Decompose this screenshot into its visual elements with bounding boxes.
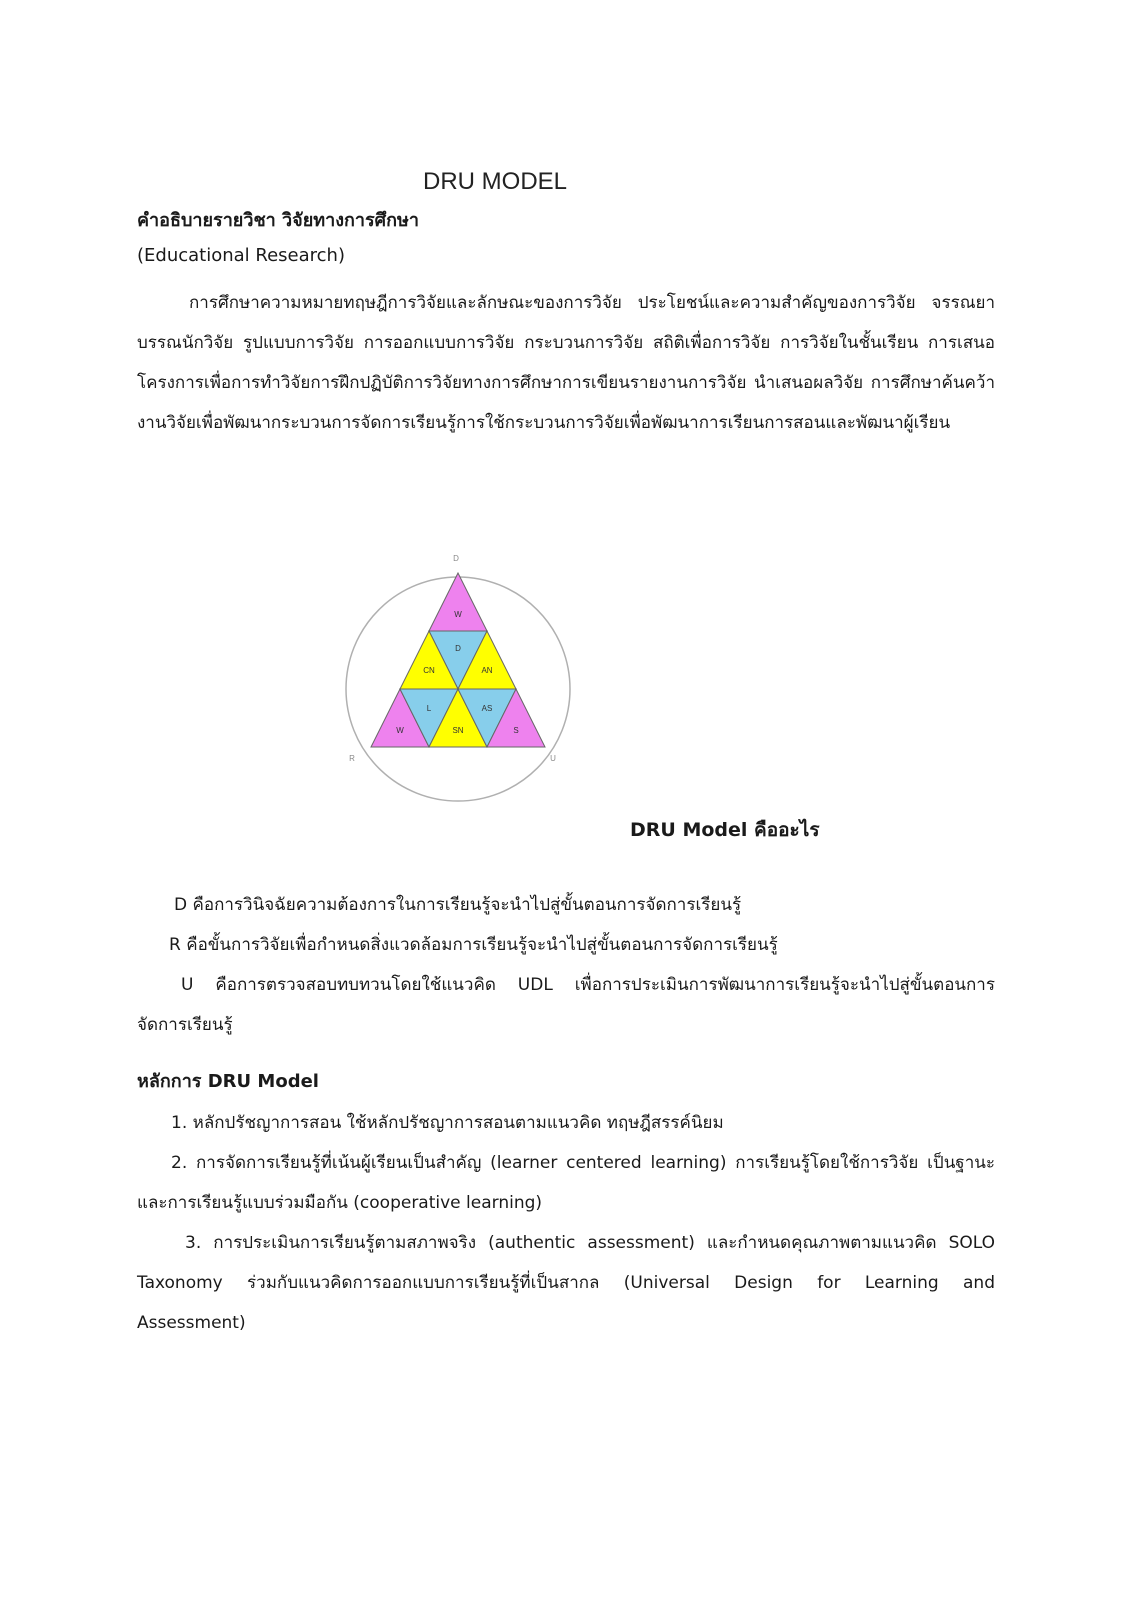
document-title: DRU MODEL [423, 168, 568, 195]
cell-bottom-left-label: W [396, 726, 404, 735]
dru-model-diagram [340, 555, 580, 805]
cell-center-top-label: D [455, 644, 461, 653]
cell-inner-left-label: L [426, 704, 432, 713]
cell-bottom-center-label: SN [452, 726, 464, 735]
principle-item-1: 1. หลักปรัชญาการสอน ใช้หลักปรัชญาการสอนตามแนวคิด ทฤษฎีสรรค์นิยม [171, 1113, 724, 1133]
corner-label-r: R [349, 754, 355, 763]
corner-label-d: D [453, 555, 459, 563]
definition-d: D คือการวินิจฉัยความต้องการในการเรียนรู้จะนำไปสู่ขั้นตอนการจัดการเรียนรู้ [174, 895, 742, 915]
principle-item-3: 3. การประเมินการเรียนรู้ตามสภาพจริง (authentic assessment) และกำหนดคุณภาพตามแนวคิด SOLO Taxonomy ร่วมกับแนวคิดการออกแบบการเรียนรู้ที่เป็นสากล (Universal Design for Learning and Assessment) [137, 1233, 995, 1333]
cell-mid-right-label: AN [481, 666, 493, 675]
principles-heading: หลักการ DRU Model [137, 1071, 319, 1092]
definition-u: U คือการตรวจสอบทบทวนโดยใช้แนวคิด UDL เพื่อการประเมินการพัฒนาการเรียนรู้จะนำไปสู่ขั้นตอนการจัดการเรียนรู้ [137, 975, 995, 1035]
cell-mid-left-label: CN [423, 666, 435, 675]
cell-top [429, 573, 487, 631]
diagram-caption: DRU Model คืออะไร [630, 819, 820, 841]
course-description: การศึกษาความหมายทฤษฎีการวิจัยและลักษณะของการวิจัย ประโยชน์และความสำคัญของการวิจัย จรรณยาบรรณนักวิจัย รูปแบบการวิจัย การออกแบบการวิจัย กระบวนการวิจัย สถิติเพื่อการวิจัย การวิจัยในชั้นเรียน การเสนอโครงการเพื่อการทำวิจัยการฝึกปฏิบัติการวิจัยทางการศึกษาการเขียนรายงานการวิจัย นำเสนอผลวิจัย การศึกษาค้นคว้างานวิจัยเพื่อพัฒนากระบวนการจัดการเรียนรู้การใช้กระบวนการวิจัยเพื่อพัฒนาการเรียนการสอนและพัฒนาผู้เรียน [137, 293, 995, 433]
cell-bottom-right-label: S [513, 726, 519, 735]
corner-label-u: U [550, 754, 556, 763]
definition-r: R คือขั้นการวิจัยเพื่อกำหนดสิ่งแวดล้อมการเรียนรู้จะนำไปสู่ขั้นตอนการจัดการเรียนรู้ [169, 935, 778, 955]
cell-top-label: W [454, 610, 462, 619]
subject-english: (Educational Research) [137, 245, 345, 266]
principle-item-2: 2. การจัดการเรียนรู้ที่เน้นผู้เรียนเป็นสำคัญ (learner centered learning) การเรียนรู้โดยใช้การวิจัย เป็นฐานะ และการเรียนรู้แบบร่วมมือกัน (cooperative learning) [137, 1153, 995, 1213]
cell-inner-right-label: AS [481, 704, 493, 713]
subject-heading: คำอธิบายรายวิชา วิจัยทางการศึกษา [137, 210, 419, 231]
